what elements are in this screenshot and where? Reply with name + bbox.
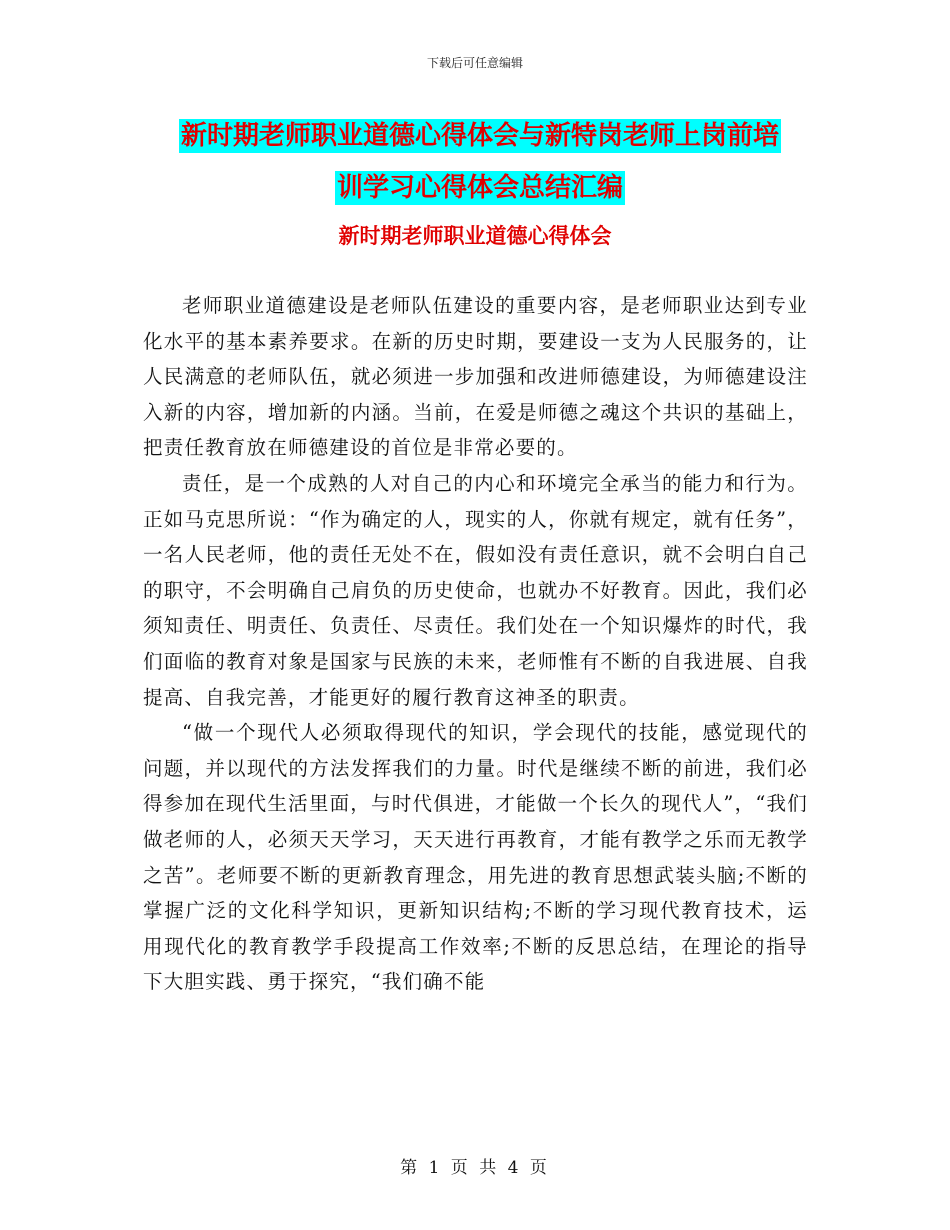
document-title-line-1: 新时期老师职业道德心得体会与新特岗老师上岗前培 bbox=[180, 121, 779, 151]
section-title: 新时期老师职业道德心得体会 bbox=[338, 224, 612, 248]
paragraph: “做一个现代人必须取得现代的知识，学会现代的技能，感觉现代的问题，并以现代的方法发挥我们的力量。时代是继续不断的前进，我们必得参加在现代生活里面，与时代俱进，才能做一个长久的现代人”，“我们做老师的人，必须天天学习，天天进行再教育，才能有教学之乐而无教学之苦”。老师要不断的更新教育理念，用先进的教育思想武装头脑;不断的掌握广泛的文化科学知识，更新知识结构;不断的学习现代教育技术，运用现代化的教育教学手段提高工作效率;不断的反思总结，在理论的指导下大胆实践、勇于探究，“我们确不能 bbox=[143, 721, 808, 994]
document-title bbox=[150, 110, 810, 214]
header-note: 下载后可任意编辑 bbox=[426, 56, 523, 70]
body-text bbox=[143, 288, 808, 1000]
paragraph: 老师职业道德建设是老师队伍建设的重要内容，是老师职业达到专业化水平的基本素养要求。在新的历史时期，要建设一支为人民服务的，让人民满意的老师队伍，就必须进一步加强和改进师德建设，为师德建设注入新的内容，增加新的内涵。当前，在爱是师德之魂这个共识的基础上，把责任教育放在师德建设的首位是非常必要的。 bbox=[143, 294, 808, 460]
document-title-line-2: 训学习心得体会总结汇编 bbox=[336, 173, 623, 203]
page-footer: 第 1 页 共 4 页 bbox=[400, 1158, 550, 1178]
paragraph: 责任，是一个成熟的人对自己的内心和环境完全承当的能力和行为。正如马克思所说：“作为确定的人，现实的人，你就有规定，就有任务”，一名人民老师，他的责任无处不在，假如没有责任意识，就不会明白自己的职守，不会明确自己肩负的历史使命，也就办不好教育。因此，我们必须知责任、明责任、负责任、尽责任。我们处在一个知识爆炸的时代，我们面临的教育对象是国家与民族的未来，老师惟有不断的自我进展、自我提高、自我完善，才能更好的履行教育这神圣的职责。 bbox=[143, 471, 808, 709]
